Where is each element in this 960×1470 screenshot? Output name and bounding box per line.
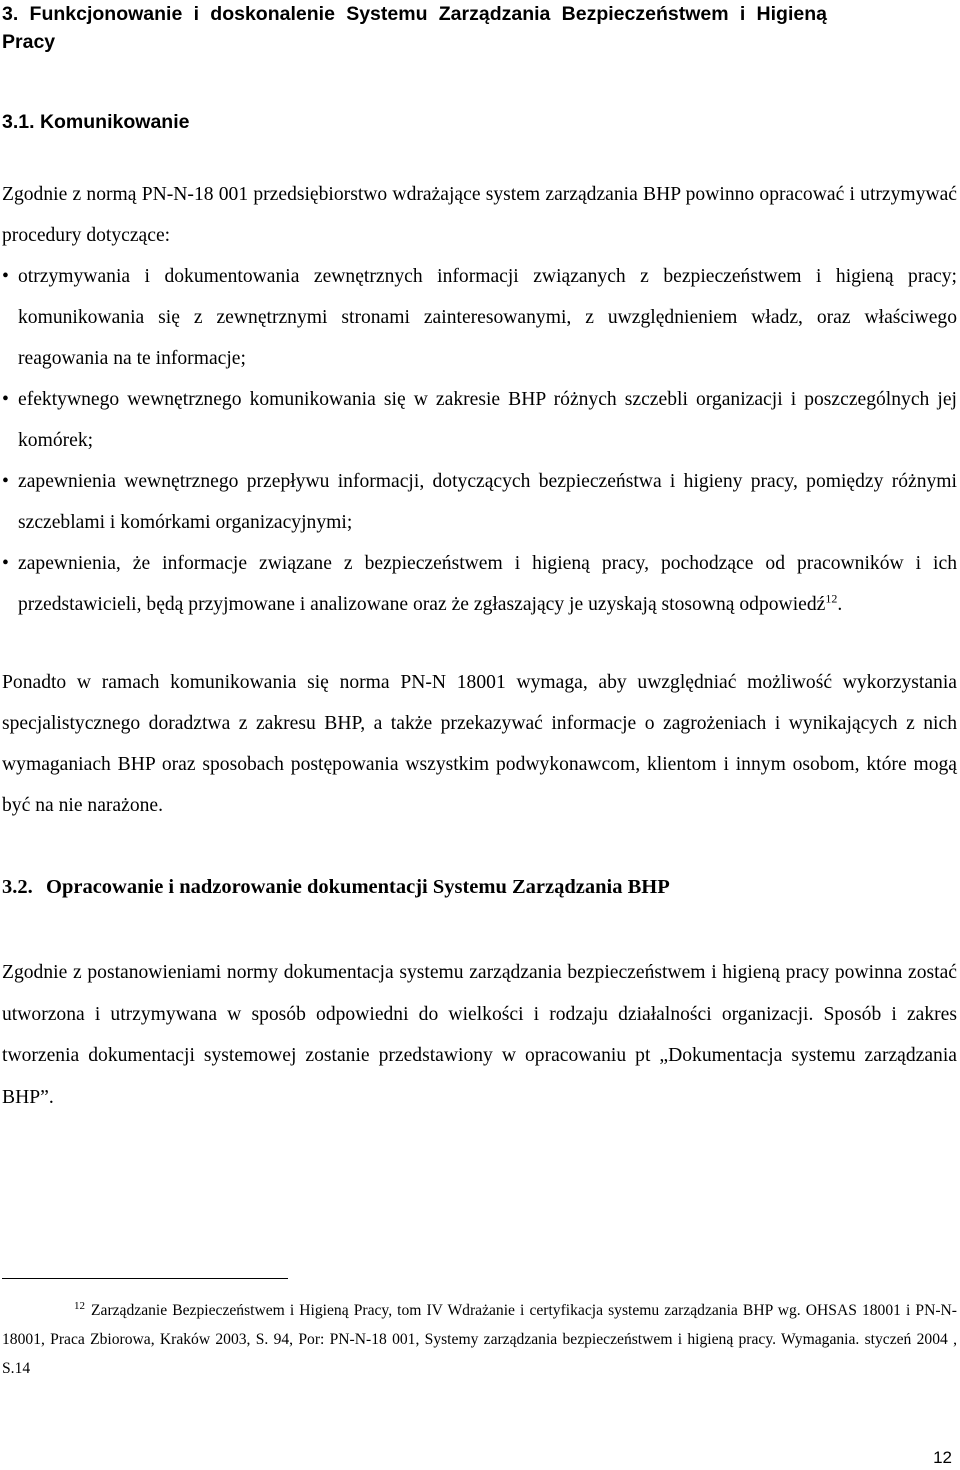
- chapter-heading: 3. Funkcjonowanie i doskonalenie Systemu Zarządzania Bezpieczeństwem i Higieną Pracy: [2, 3, 827, 53]
- section-title: Opracowanie i nadzorowanie dokumentacji Systemu Zarządzania BHP: [46, 876, 670, 898]
- list-item-end: .: [837, 594, 843, 615]
- list-item-text: efektywnego wewnętrznego komunikowania się w zakresie BHP różnych szczebli organizacji i poszczególnych jej komórek;: [18, 389, 957, 451]
- footnote-reference[interactable]: 12: [825, 591, 838, 606]
- intro-paragraph: Zgodnie z normą PN-N-18 001 przedsiębiorstwo wdrażające system zarządzania BHP powinno opracować i utrzymywać procedury dotyczące:: [2, 184, 957, 246]
- bullet-icon: •: [2, 471, 9, 492]
- list-item: [2, 379, 957, 461]
- bullet-icon: •: [2, 553, 9, 574]
- list-item-text: otrzymywania i dokumentowania zewnętrznych informacji związanych z bezpieczeństwem i higieną pracy; komunikowania się z zewnętrznymi stronami zainteresowanymi, z uwzględnieniem władz, oraz właściwego reagowania na te informacje;: [18, 266, 957, 369]
- bullet-icon: •: [2, 266, 9, 287]
- section-3-2-paragraph: Zgodnie z postanowieniami normy dokumentacja systemu zarządzania bezpieczeństwem i higieną pracy powinna zostać utworzona i utrzymywana w sposób odpowiedni do wielkości i rodzaju działalności organizacji. Sposób i zakres tworzenia dokumentacji systemowej zostanie przedstawiony w opracowaniu pt „Dokumentacja systemu zarządzania BHP”.: [2, 962, 957, 1108]
- section-heading-3-2: [2, 872, 670, 902]
- list-item-text: zapewnienia, że informacje związane z bezpieczeństwem i higieną pracy, pochodzące od pracowników i ich przedstawicieli, będą przyjmowane i analizowane oraz że zgłaszający je uzyskają stosowną odpowiedź: [18, 553, 957, 615]
- list-item: [2, 256, 957, 379]
- section-heading-3-1: 3.1. Komunikowanie: [2, 111, 190, 133]
- section-3-1-body: [2, 174, 957, 625]
- list-item: [2, 543, 957, 625]
- footnote-number: 12: [74, 1299, 85, 1312]
- footnote: [2, 1296, 957, 1383]
- page-number: 12: [933, 1448, 952, 1467]
- footnote-text: Zarządzanie Bezpieczeństwem i Higieną Pracy, tom IV Wdrażanie i certyfikacja systemu zarządzania BHP wg. OHSAS 18001 i PN-N-18001, Praca Zbiorowa, Kraków 2003, S. 94, Por: PN-N-18 001, Systemy zarządzania bezpieczeństwem i higieną pracy. Wymagania. styczeń 2004 , S.14: [2, 1302, 957, 1377]
- list-item-text: zapewnienia wewnętrznego przepływu informacji, dotyczących bezpieczeństwa i higieny pracy, pomiędzy różnymi szczeblami i komórkami organizacyjnymi;: [18, 471, 957, 533]
- paragraph: Ponadto w ramach komunikowania się norma PN-N 18001 wymaga, aby uwzględniać możliwość wykorzystania specjalistycznego doradztwa z zakresu BHP, a także przekazywać informacje o zagrożeniach i wynikających z nich wymaganiach BHP oraz sposobach postępowania wszystkim podwykonawcom, klientom i innym osobom, które mogą być na nie narażone.: [2, 672, 957, 816]
- bullet-icon: •: [2, 389, 9, 410]
- section-number: 3.2.: [2, 876, 33, 898]
- list-item: [2, 461, 957, 543]
- footnote-divider: [2, 1278, 288, 1279]
